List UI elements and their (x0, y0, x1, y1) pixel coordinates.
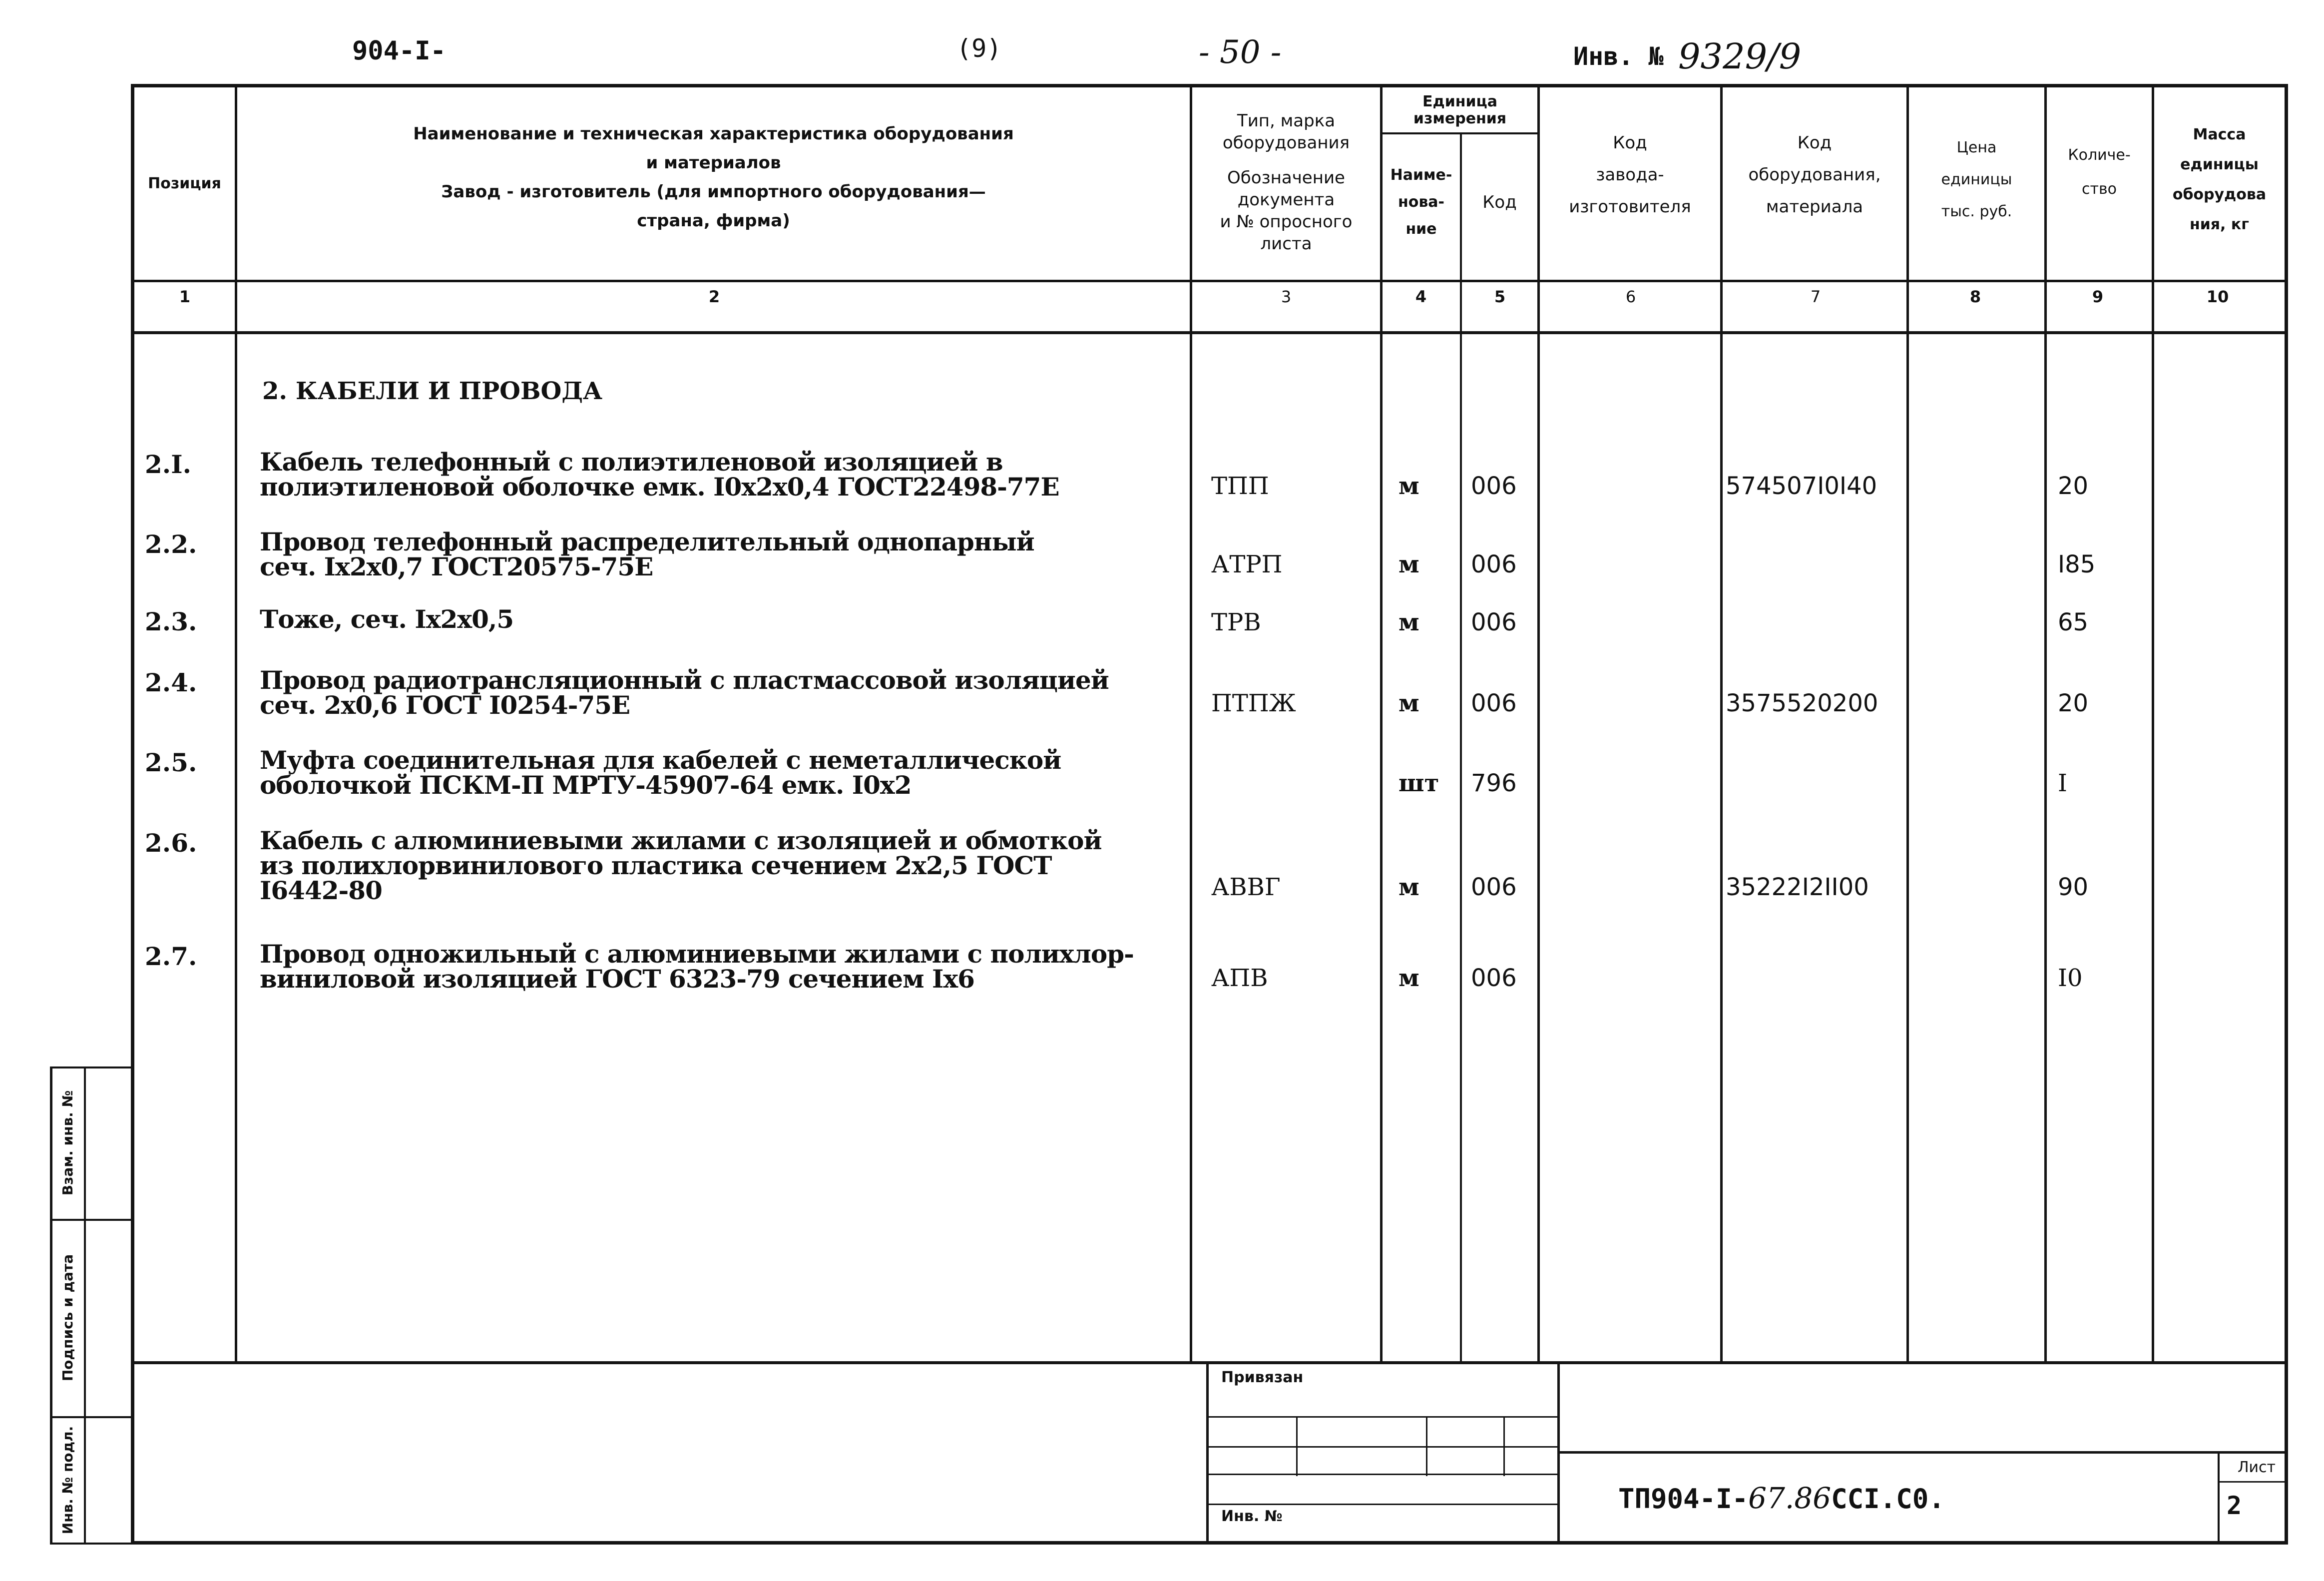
series-code: 904-I- (352, 36, 446, 66)
row-position: 2.7. (145, 942, 197, 971)
row-position: 2.4. (145, 668, 197, 697)
row-quantity: I (2058, 769, 2067, 797)
colnum-8: 8 (1969, 287, 1981, 306)
sheet-group: (9) (956, 34, 1002, 63)
col-line (2044, 84, 2047, 1363)
row-position: 2.I. (145, 450, 191, 479)
row-type: ТПП (1211, 472, 1269, 500)
sheet-box-mid (2218, 1481, 2288, 1483)
row-type: АВВГ (1211, 873, 1281, 901)
footer-grid-vline (1503, 1416, 1505, 1476)
row-description: Провод одножильный с алюминиевыми жилами с полихлор- виниловой изоляцией ГОСТ 6323-79 сечением Iх6 (260, 939, 1134, 994)
footer-title-line (1557, 1451, 2287, 1454)
row-quantity: I85 (2058, 550, 2096, 578)
row-equipment-code: 3575520200 (1726, 689, 1878, 717)
header-bottom-line (131, 280, 2288, 282)
row-unit: м (1398, 550, 1419, 578)
colnum-3: 3 (1281, 287, 1292, 306)
row-unit: шт (1398, 769, 1439, 797)
row-position: 2.3. (145, 607, 197, 636)
row-equipment-code: 574507I0I40 (1726, 472, 1877, 500)
unit-group-line (1380, 132, 1537, 134)
header-unit-group: Единица измерения (1413, 92, 1507, 127)
bottom-border (131, 1541, 2288, 1545)
colnum-7: 7 (1810, 287, 1821, 306)
header-price: Цена единицы тыс. руб. (1941, 139, 2012, 220)
colnum-5: 5 (1494, 287, 1506, 306)
row-unit: м (1398, 608, 1419, 636)
footer-grid-vline (1296, 1416, 1298, 1476)
row-type: ПТПЖ (1211, 689, 1296, 717)
row-quantity: 20 (2058, 689, 2089, 717)
col-line (1190, 84, 1192, 1363)
footer-grid-vline (1426, 1416, 1427, 1476)
stamp-vzam-inv: Взам. инв. № (59, 1090, 76, 1196)
header-quantity: Количе- ство (2068, 146, 2131, 198)
top-border (131, 84, 2288, 87)
row-description: Муфта соединительная для кабелей с неметаллической оболочкой ПСКМ-П МРТУ-45907-64 емк. I0х2 (260, 745, 1061, 800)
colnum-6: 6 (1625, 287, 1636, 306)
right-border (2285, 84, 2288, 1545)
row-type: ТРВ (1211, 608, 1261, 636)
stamp-inner-left (84, 1066, 86, 1545)
row-position: 2.6. (145, 828, 197, 858)
left-border (131, 84, 134, 1545)
col-line (1460, 132, 1462, 1363)
sheet-number: 2 (2227, 1491, 2242, 1520)
row-unit-code: 006 (1471, 472, 1517, 500)
inv-label: Инв. № (1573, 42, 1664, 71)
col-line (1906, 84, 1909, 1363)
row-description: Кабель телефонный с полиэтиленовой изоляцией в полиэтиленовой оболочке емк. I0х2х0,4 ГОСТ22498-77Е (260, 447, 1059, 502)
col-line (1720, 84, 1723, 1363)
row-quantity: 20 (2058, 472, 2089, 500)
footer-inv-label: Инв. № (1221, 1508, 1283, 1525)
col-line (1537, 84, 1540, 1363)
row-unit-code: 796 (1471, 769, 1517, 797)
row-type: АТРП (1211, 550, 1283, 578)
row-unit-code: 006 (1471, 608, 1517, 636)
row-quantity: 65 (2058, 608, 2089, 636)
row-position: 2.5. (145, 748, 197, 777)
row-position: 2.2. (145, 529, 197, 559)
colnum-2: 2 (708, 287, 720, 306)
row-unit-code: 006 (1471, 873, 1517, 901)
header-unit-code: Код (1482, 192, 1517, 212)
stamp-outer-left (50, 1066, 52, 1545)
page-number: - 50 - (1199, 34, 1282, 71)
row-equipment-code: 35222I2II00 (1726, 873, 1869, 901)
privyazan-label: Привязан (1221, 1369, 1304, 1386)
stamp-podpis: Подпись и дата (59, 1254, 76, 1382)
colnum-1: 1 (179, 287, 191, 306)
col-line (2152, 84, 2154, 1363)
row-unit: м (1398, 964, 1419, 992)
header-type: Тип, марка оборудования Обозначение документа и № опросного листа (1220, 111, 1353, 254)
row-unit-code: 006 (1471, 964, 1517, 992)
row-unit-code: 006 (1471, 550, 1517, 578)
document-code: ТП904-I-67.86ССI.С0. (1618, 1481, 1945, 1515)
header-position: Позиция (148, 174, 221, 192)
row-description: Тоже, сеч. Iх2х0,5 (260, 604, 514, 634)
sheet-label: Лист (2238, 1459, 2276, 1476)
stamp-inv-podl: Инв. № подл. (59, 1426, 76, 1535)
row-unit-code: 006 (1471, 689, 1517, 717)
sheet-box-left (2218, 1454, 2220, 1541)
row-quantity: 90 (2058, 873, 2089, 901)
header-unit-name: Наиме- нова- ние (1390, 166, 1452, 238)
colnum-9: 9 (2092, 287, 2104, 306)
row-unit: м (1398, 689, 1419, 717)
colnum-bottom-line (131, 331, 2288, 334)
section-title: 2. КАБЕЛИ И ПРОВОДА (262, 377, 603, 405)
row-description: Кабель с алюминиевыми жилами с изоляцией и обмоткой из полихлорвинилового пластика сечением 2х2,5 ГОСТ I6442-80 (260, 826, 1102, 905)
row-description: Провод телефонный распределительный однопарный сеч. Iх2х0,7 ГОСТ20575-75Е (260, 527, 1034, 581)
colnum-4: 4 (1415, 287, 1427, 306)
header-mass: Масса единицы оборудова ния, кг (2172, 126, 2267, 233)
col-line (1380, 84, 1383, 1363)
row-quantity: I0 (2058, 964, 2083, 992)
row-unit: м (1398, 472, 1419, 500)
colnum-10: 10 (2206, 287, 2229, 306)
row-unit: м (1398, 873, 1419, 901)
header-factory-code: Код завода- изготовителя (1569, 133, 1691, 217)
header-equipment-code: Код оборудования, материала (1748, 133, 1881, 217)
inv-number: 9329/9 (1678, 36, 1802, 77)
footer-grid-line (1206, 1504, 1557, 1505)
col-line (235, 84, 237, 1363)
row-type: АПВ (1211, 964, 1268, 992)
row-description: Провод радиотрансляционный с пластмассовой изоляцией сеч. 2х0,6 ГОСТ I0254-75Е (260, 665, 1109, 720)
footer-box-left (1206, 1361, 1209, 1544)
header-name: Наименование и техническая характеристика оборудования и материалов Завод - изготовитель (для импортного оборудования— страна, фирма) (413, 124, 1014, 231)
body-bottom-line (131, 1361, 2288, 1364)
